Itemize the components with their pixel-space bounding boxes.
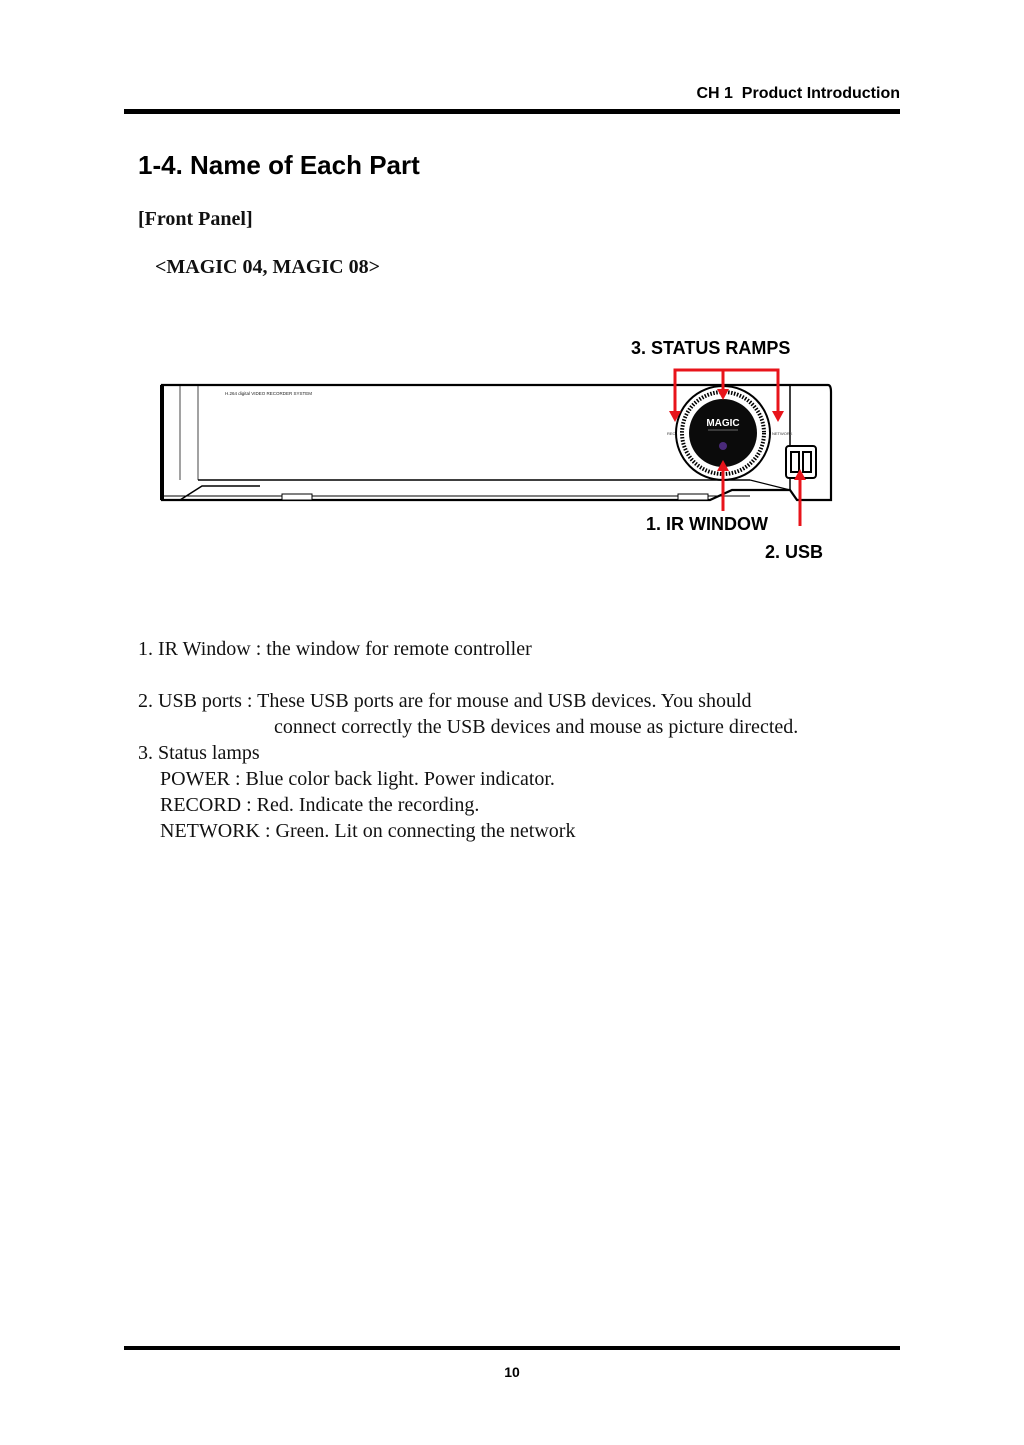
network-lamp-label: NETWORK — [772, 431, 793, 436]
ir-window-dot — [719, 442, 727, 450]
page-number: 10 — [504, 1364, 520, 1380]
callout-usb: 2. USB — [765, 542, 824, 562]
model-label: <MAGIC 04, MAGIC 08> — [155, 256, 380, 278]
power-lamp-description: POWER : Blue color back light. Power indicator. — [160, 768, 555, 790]
network-lamp-description: NETWORK : Green. Lit on connecting the network — [160, 820, 576, 842]
usb-description-line1: 2. USB ports : These USB ports are for mouse and USB devices. You should — [138, 690, 752, 712]
record-lamp-description: RECORD : Red. Indicate the recording. — [160, 794, 480, 816]
section-title: 1-4. Name of Each Part — [138, 150, 420, 180]
footer-divider — [124, 1346, 900, 1350]
header-divider — [124, 109, 900, 114]
usb-description-line2: connect correctly the USB devices and mouse as picture directed. — [274, 716, 799, 738]
magic-logo: MAGIC — [706, 418, 740, 429]
rec-lamp-label: REC — [667, 431, 676, 436]
ir-window-description: 1. IR Window : the window for remote controller — [138, 638, 532, 660]
front-panel-heading: [Front Panel] — [138, 208, 253, 230]
callout-ir-window: 1. IR WINDOW — [646, 514, 768, 534]
chapter-header: CH 1 Product Introduction — [696, 85, 900, 102]
callout-status-lamps: 3. STATUS RAMPS — [631, 338, 791, 358]
device-model-text: H.264 digital VIDEO RECORDER SYSTEM — [225, 391, 313, 396]
status-lamps-title: 3. Status lamps — [138, 742, 260, 764]
